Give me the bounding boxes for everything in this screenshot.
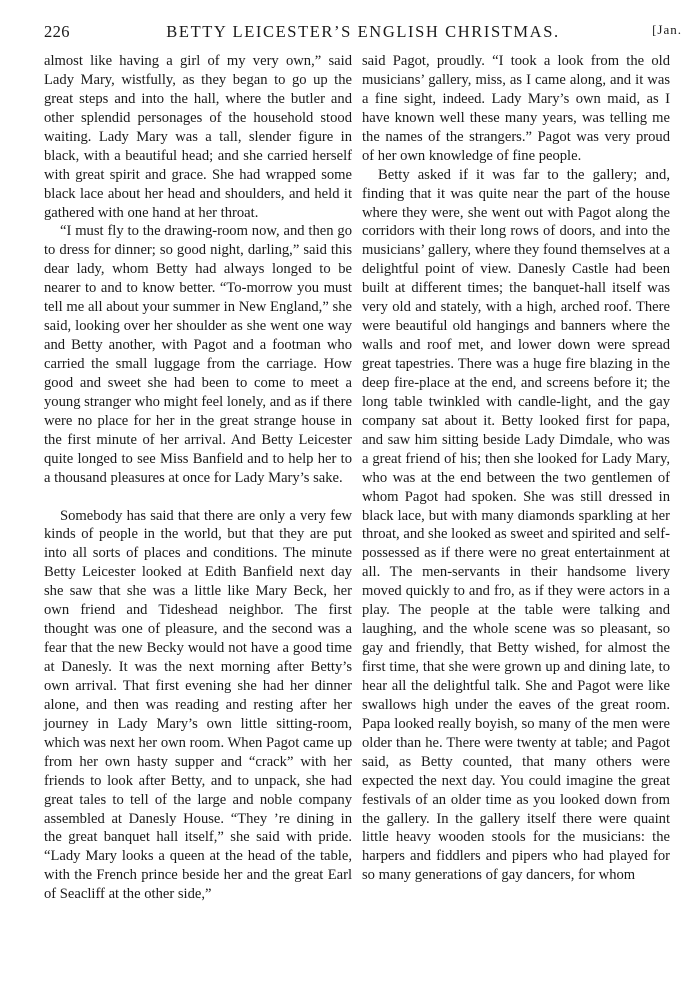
paragraph: Betty asked if it was far to the gallery; and, finding that it was quite near the part of the house where they were, she went out with Pagot along the corridors with their long rows of doors, and into the musicians’ gallery, where they found themselves at a delightful point of view. Danesly Castle had been built at different times; the banquet-hall itself was very old and stately, with a high, arched roof. There were beautiful old hangings and banners where the walls and roof met, and lower down were spread great tapestries. There was a huge fire blazing in the deep fire-place at the end, and screens before it; the long table twinkled with candle-light, and the gay company sat about it. Betty looked first for papa, and saw him sitting beside Lady Dimdale, who was a great friend of his; then she looked for Lady Mary, who was at the end between the two gentlemen of whom Pagot had spoken. She was still dressed in black lace, but with many diamonds sparkling at her throat, and she looked as sweet and spirited and self-possessed as if there were no great entertainment at all. The men-servants in their handsome livery moved quickly to and fro, as if they were actors in a play. The people at the table were talking and laughing, and the whole scene was so pleasant, so gay and friendly, that Betty wished, for almost the first time, that she were grown up and dining late, to hear all the delightful talk. She and Pagot were like swallows high under the eaves of the great room. Papa looked really boyish, so many of the men were older than he. There were twenty at table; and Pagot said, as Betty counted, that many others were expected the next day. You could imagine the great festivals of an older time as you looked down from the gallery. In the gallery itself there were quaint little heavy wooden stools for the musicians: the harpers and fiddlers and pipers who had played for so many generations of gay dancers, for whom bbox=[362, 166, 671, 884]
paragraph: Somebody has said that there are only a very few kinds of people in the world, but that they are put into all sorts of places and conditions. The minute Betty Leicester looked at Edith Banfield next day she saw that she was a little like Mary Beck, her own friend and Tideshead neighbor. The first thought was one of pleasure, and the second was a fear that the new Becky would not have a good time at Danesly. It was the next morning after Betty’s own arrival. That first evening she had her dinner alone, and then was reading and resting after her journey in Lady Mary’s own little sitting-room, which was next her own room. When Pagot came up from her own hasty supper and “crack” with her friends to look after Betty, and to unpack, she had great tales to tell of the large and noble company assembled at Danesly House. “They ’re dining in the great banquet hall itself,” she said with pride. “Lady Mary looks a queen at the head of the table, with the French prince beside her and the great Earl of Seacliff at the other side,” bbox=[44, 507, 352, 903]
right-column bbox=[362, 52, 670, 885]
paragraph: said Pagot, proudly. “I took a look from the old musicians’ gallery, miss, as I came along, and it was a fine sight, indeed. Lady Mary’s own maid, as I have known well these many years, was telling me the names of the strangers.” Pagot was very proud of her own knowledge of fine people. bbox=[362, 53, 670, 164]
paragraph: almost like having a girl of my very own,” said Lady Mary, wistfully, as they began to go up the great steps and into the hall, where the butler and other splendid personages of the household stood waiting. Lady Mary was a tall, slender figure in black, with a beautiful head; and she carried herself with great spirit and grace. She had wrapped some black lace about her head and shoulders, and held it gathered with one hand at her throat. bbox=[44, 53, 352, 221]
running-header bbox=[44, 22, 682, 44]
paragraph: “I must fly to the drawing-room now, and then go to dress for dinner; so good night, darling,” said this dear lady, whom Betty had always longed to be nearer to and to know better. “To-morrow you must tell me all about your summer in New England,” she said, looking over her shoulder as she went one way and Betty another, with Pagot and a footman who carried the small luggage from the carriage. How good and sweet she had been to come to meet a young stranger who might feel lonely, and as if there were no place for her in the great strange house in the first minute of her arrival. And Betty Leicester quite longed to see Miss Banfield and to help her to a thousand pleasures at once for Lady Mary’s sake. bbox=[44, 223, 352, 486]
page-number: 226 bbox=[44, 22, 70, 41]
left-column bbox=[44, 52, 352, 904]
running-title: BETTY LEICESTER’S ENGLISH CHRISTMAS. bbox=[166, 22, 560, 41]
issue-month: [Jan. bbox=[652, 22, 682, 37]
